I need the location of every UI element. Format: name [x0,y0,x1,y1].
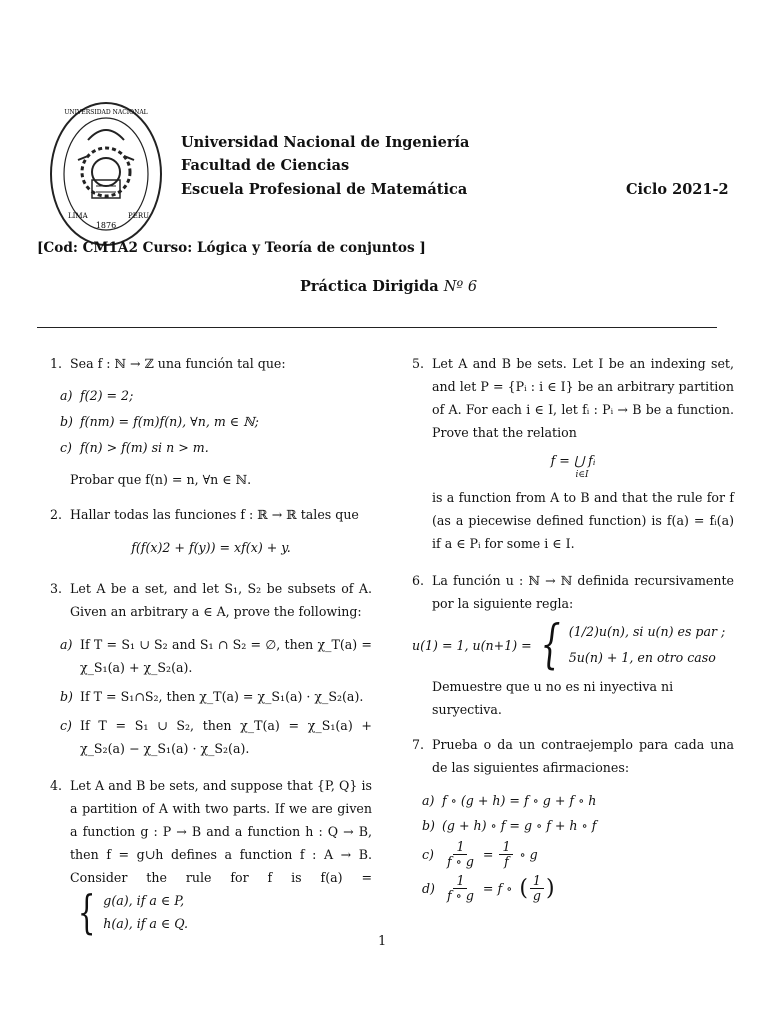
course-code: [Cod: CM1A2 Curso: Lógica y Teoría de conjuntos ] [37,240,426,256]
cycle-label: Ciclo 2021-2 [626,181,729,198]
svg-text:1876: 1876 [95,221,117,230]
problem-3-c: c) If T = S₁ ∪ S₂, then χ_T(a) = χ_S₁(a) + χ_S₂(a) − χ_S₁(a) · χ_S₂(a). [60,718,372,756]
problem-1-intro: Sea f : ℕ → ℤ una función tal que: [70,356,286,371]
problem-7-a: a) f ∘ (g + h) = f ∘ g + f ∘ h [422,793,597,808]
problem-3-a: a) If T = S₁ ∪ S₂ and S₁ ∩ S₂ = ∅, then χ_T(a) = χ_S₁(a) + χ_S₂(a). [60,637,372,675]
university-name: Universidad Nacional de Ingeniería [181,134,470,151]
faculty-name: Facultad de Ciencias [181,157,350,174]
right-column [412,352,734,905]
divider-rule [37,327,717,328]
page-title: Práctica Dirigida Nº 6 [300,278,478,295]
problem-4-cases: { g(a), if a ∈ P, h(a), if a ∈ Q. [77,885,188,939]
school-name: Escuela Profesional de Matemática [181,181,468,198]
problem-6-conclusion: Demuestre que u no es ni inyectiva ni suryectiva. [432,679,674,717]
page-number: 1 [378,934,387,949]
problem-5: 5. Let A and B be sets. Let I be an indexing set, and let P = {Pᵢ : i ∈ I} be an arbitrary partition of A. For each i ∈ I, let fᵢ : Pᵢ → B be a function. Prove that the relation [412,356,734,440]
university-seal-logo [48,100,164,248]
svg-text:UNIVERSIDAD NACIONAL: UNIVERSIDAD NACIONAL [64,109,148,116]
problem-1-conclusion: Probar que f(n) = n, ∀n ∈ ℕ. [70,472,252,487]
problem-4: 4. Let A and B be sets, and suppose that {P, Q} is a partition of A with two parts. If we are given a function g : P → B and a function h : Q → B, then f = g∪h defines a function f : A → B. Consider the rule for f is f(a) = { g(a), if a ∈ P, h(a), if a ∈ Q. [50,778,372,939]
problem-7-d: d) $\frac{1}{f \circ g}$ = f ∘ ( $\frac{1}{g}$ ) [422,872,555,903]
left-column [50,352,372,939]
problem-1-a: a) f(2) = 2; [60,388,134,403]
svg-text:PERU: PERU [128,212,149,220]
problem-1-b: b) f(nm) = f(m)f(n), ∀n, m ∈ ℕ; [60,414,259,429]
problem-7-c: c) $\frac{1}{f \circ g}$ = $\frac{1}{f}$ ∘ g [422,838,538,869]
problem-7: 7. Prueba o da un contraejemplo para cada una de las siguientes afirmaciones: [412,737,734,775]
problem-6: 6. La función u : ℕ → ℕ definida recursivamente por la siguiente regla: [412,573,734,611]
svg-text:LIMA: LIMA [68,212,88,220]
problem-6-definition: u(1) = 1, u(n+1) = { (1/2)u(n), si u(n) es par ; 5u(n) + 1, en otro caso [412,615,726,675]
problem-3: 3. Let A be a set, and let S₁, S₂ be subsets of A. Given an arbitrary a ∈ A, prove the following: [50,581,372,619]
problem-7-b: b) (g + h) ∘ f = g ∘ f + h ∘ f [422,818,597,833]
problem-5-text2: is a function from A to B and that the rule for f (as a piecewise defined function) is f(a) = fᵢ(a) if a ∈ Pᵢ for some i ∈ I. [432,490,734,551]
problem-5-equation: f = ⋃ fᵢ i∈I [550,453,596,480]
problem-2-equation: f(f(x)2 + f(y)) = xf(x) + y. [131,540,291,555]
problem-1-c: c) f(n) > f(m) si n > m. [60,440,209,455]
problem-3-b: b) If T = S₁∩S₂, then χ_T(a) = χ_S₁(a) · χ_S₂(a). [60,689,364,704]
problem-1: 1. Sea f : ℕ → ℤ una función tal que: [50,356,286,371]
problem-2: 2. Hallar todas las funciones f : ℝ → ℝ tales que [50,507,359,522]
